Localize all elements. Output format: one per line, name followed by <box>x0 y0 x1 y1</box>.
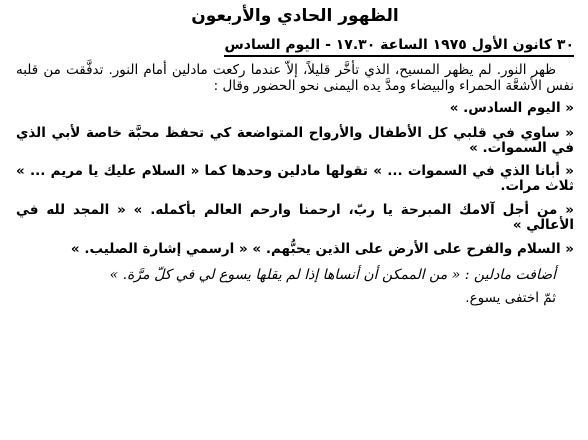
quote-paragraph: « السلام والفرح على الأرض على الذين يحبُّهم. » « ارسمي إشارة الصليب. » <box>70 240 574 257</box>
madeleine-remark: أضافت مادلين : « من الممكن أن أنساها إذا لم يقلها يسوع لي في كلّ مرَّة. » <box>109 267 556 283</box>
body-paragraph: ظهر النور. لم يظهر المسيح، الذي تأخَّر قليلاً، إلاّ عندما ركعت مادلين أمام النور. تدفَّقت من قلبه نفس الأشعَّة الحمراء والبيضاء ومدَّ يده اليمنى نحو الحضور وقال : <box>16 62 574 94</box>
document-page <box>0 6 588 440</box>
closing-line: ثمّ اختفى يسوع. <box>465 290 556 306</box>
quote-paragraph: « أبانا الذي في السموات ... » تقولها مادلين وحدها كما « السلام عليك يا مريم ... » ثلاث مرات. <box>16 162 574 194</box>
page-title: الظهور الحادي والأربعون <box>191 6 399 26</box>
quote-paragraph: « ساوي في قلبي كل الأطفال والأرواح المتواضعة كي تحفظ محبَّة خاصة لأبي الذي في السموات. » <box>16 124 574 156</box>
quote-paragraph: « من أجل آلامك المبرحة يا ربّ، ارحمنا وارحم العالم بأكمله. » « المجد لله في الأعالي » <box>16 201 574 233</box>
dateline: ٣٠ كانون الأول ١٩٧٥ الساعة ١٧.٣٠ - اليوم السادس <box>224 36 574 57</box>
dateline-row <box>16 26 574 57</box>
quote-paragraph: « اليوم السادس. » <box>449 100 574 116</box>
